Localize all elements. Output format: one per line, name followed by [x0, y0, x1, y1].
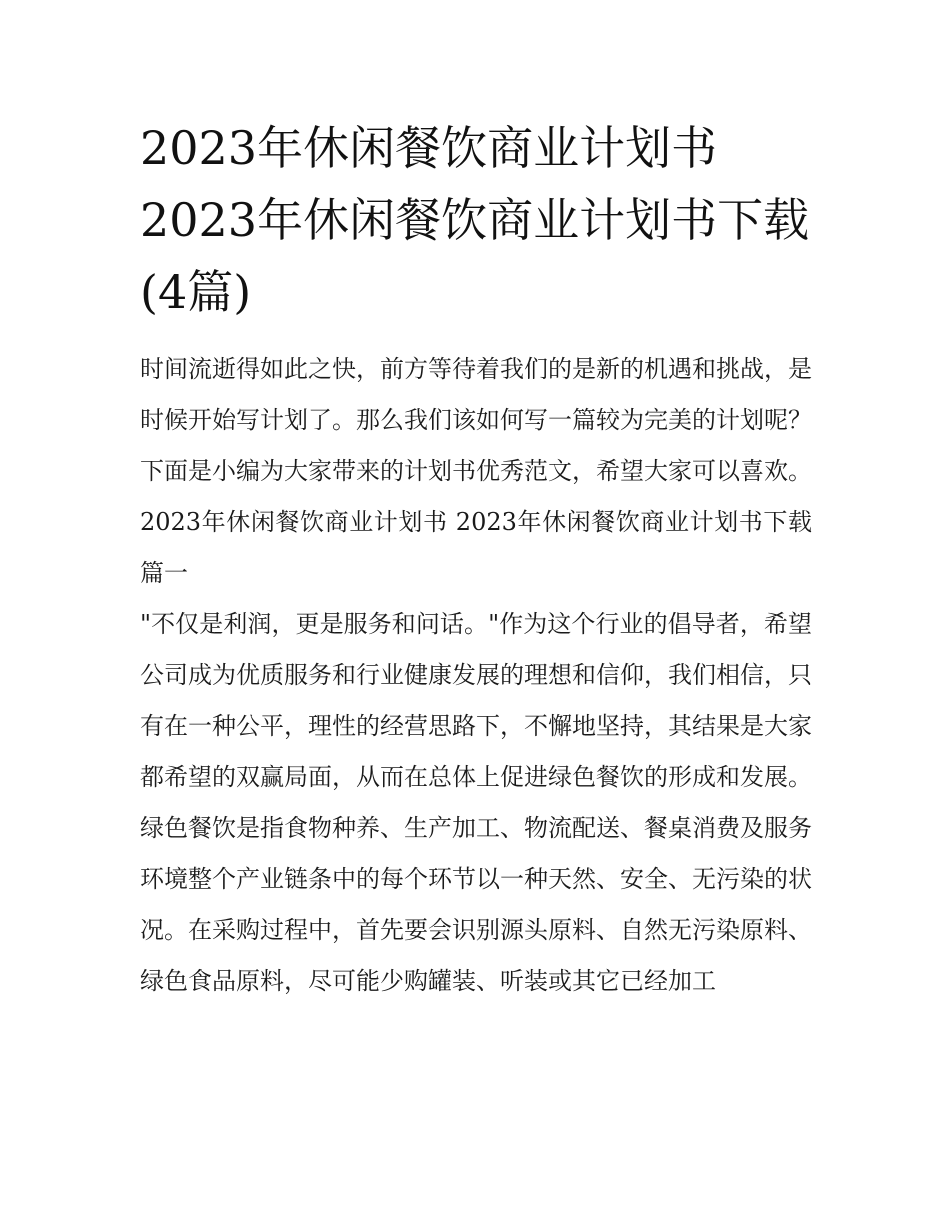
document-body	[140, 112, 812, 1007]
section-heading: 2023年休闲餐饮商业计划书 2023年休闲餐饮商业计划书下载篇一	[140, 508, 812, 587]
intro-paragraph: 时间流逝得如此之快，前方等待着我们的是新的机遇和挑战，是时候开始写计划了。那么我们该如何写一篇较为完美的计划呢？下面是小编为大家带来的计划书优秀范文，希望大家可以喜欢。	[140, 355, 812, 485]
body-paragraph: 绿色餐饮是指食物种养、生产加工、物流配送、餐桌消费及服务环境整个产业链条中的每个环节以一种天然、安全、无污染的状况。在采购过程中，首先要会识别源头原料、自然无污染原料、绿色食品原料，尽可能少购罐装、听装或其它已经加工	[140, 814, 812, 995]
body-paragraph: "不仅是利润，更是服务和问话。"作为这个行业的倡导者，希望公司成为优质服务和行业健康发展的理想和信仰，我们相信，只有在一种公平，理性的经营思路下，不懈地坚持，其结果是大家都希望的双赢局面，从而在总体上促进绿色餐饮的形成和发展。	[140, 610, 812, 791]
document-title: 2023年休闲餐饮商业计划书 2023年休闲餐饮商业计划书下载(4篇)	[140, 121, 810, 319]
